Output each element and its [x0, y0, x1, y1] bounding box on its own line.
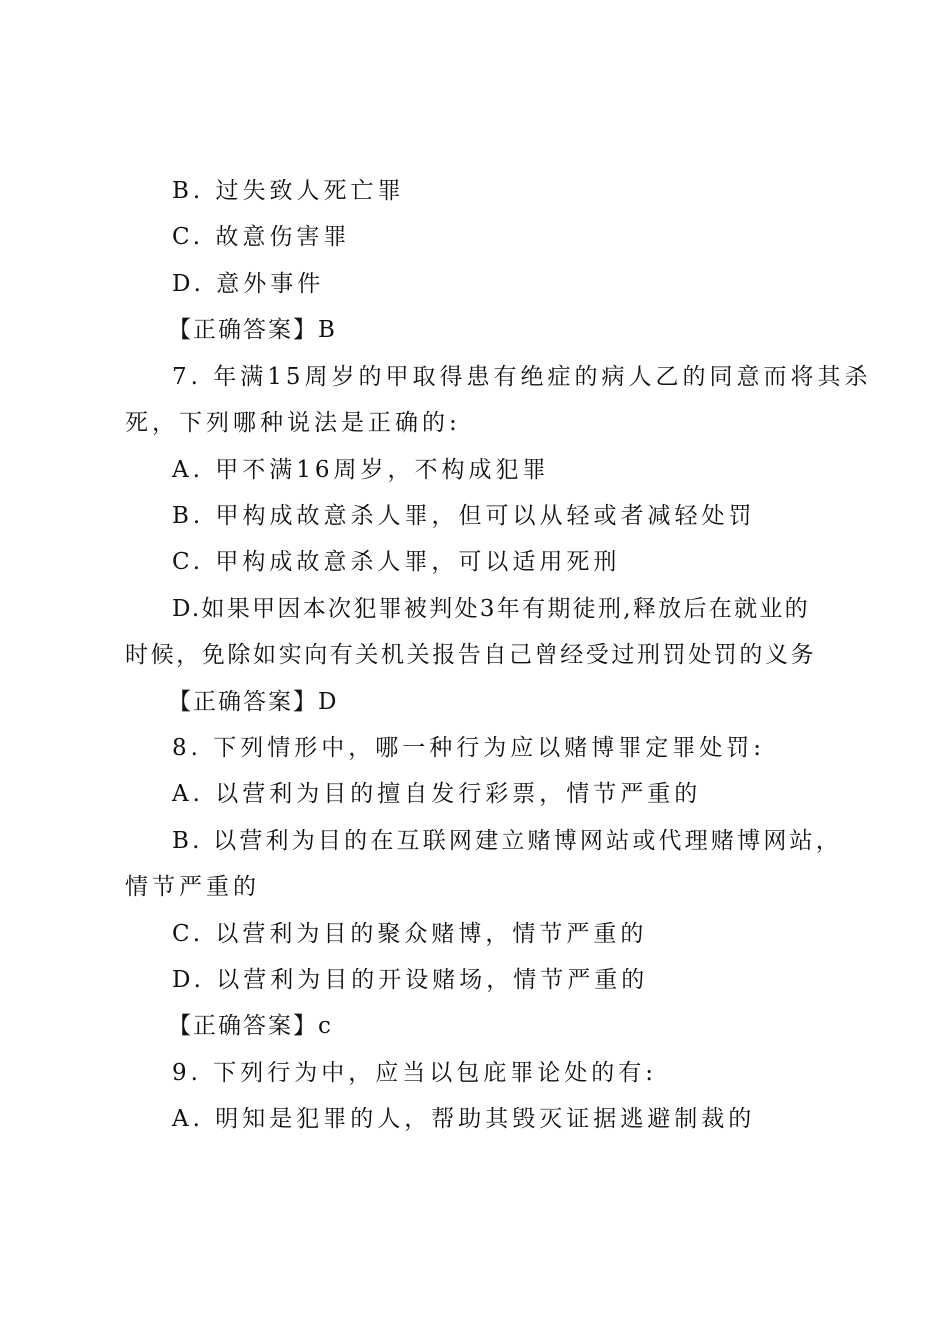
q7-option-a: A. 甲不满16周岁，不构成犯罪 [172, 457, 550, 483]
q6-option-b: B. 过失致人死亡罪 [172, 178, 405, 204]
q7-option-d-line2: 时候，免除如实向有关机关报告自己曾经受过刑罚处罚的义务 [125, 642, 817, 668]
q7-option-c: C. 甲构成故意杀人罪，可以适用死刑 [172, 549, 621, 575]
q7-stem-line1: 7. 年满15周岁的甲取得患有绝症的病人乙的同意而将其杀 [172, 364, 872, 390]
q8-stem: 8. 下列情形中，哪一种行为应以赌博罪定罪处罚: [172, 735, 766, 761]
q8-option-b-line2: 情节严重的 [125, 874, 260, 900]
q6-option-c: C. 故意伤害罪 [172, 224, 351, 250]
q6-answer: 【正确答案】B [168, 317, 337, 343]
q7-answer: 【正确答案】D [168, 689, 339, 715]
q7-option-b: B. 甲构成故意杀人罪，但可以从轻或者减轻处罚 [172, 503, 756, 529]
q8-answer: 【正确答案】c [168, 1013, 333, 1039]
q9-option-a: A. 明知是犯罪的人，帮助其毁灭证据逃避制裁的 [172, 1106, 756, 1132]
q8-option-c: C. 以营利为目的聚众赌博，情节严重的 [172, 921, 648, 947]
q7-stem-line2: 死，下列哪种说法是正确的: [125, 410, 461, 436]
q8-option-b-line1: B. 以营利为目的在互联网建立赌博网站或代理赌博网站， [172, 828, 842, 854]
q7-option-d-line1: D.如果甲因本次犯罪被判处3年有期徒刑,释放后在就业的 [172, 596, 810, 622]
q6-option-d: D. 意外事件 [172, 271, 325, 297]
q8-option-d: D. 以营利为目的开设赌场，情节严重的 [172, 967, 649, 993]
q9-stem: 9. 下列行为中，应当以包庇罪论处的有: [172, 1060, 658, 1086]
q8-option-a: A. 以营利为目的擅自发行彩票，情节严重的 [172, 781, 702, 807]
